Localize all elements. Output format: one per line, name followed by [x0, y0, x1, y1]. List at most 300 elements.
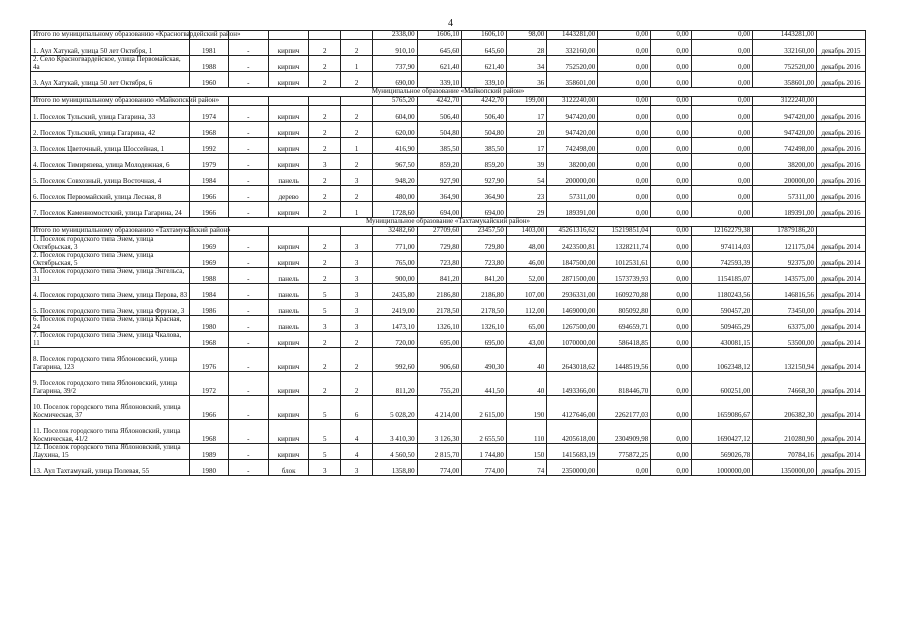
- value-cell: 0,00: [651, 56, 691, 72]
- total-label: Итого по муниципальному образованию «Тахтамукайский район»: [31, 227, 190, 236]
- value-cell: 1969: [190, 252, 228, 268]
- value-cell: 2: [341, 332, 373, 348]
- address-cell: 2. Поселок городского типа Энем, улица Октябрьская, 5: [31, 252, 190, 268]
- value-cell: 2: [309, 40, 341, 56]
- address-cell: 11. Поселок городского типа Яблоновский, улица Космическая, 41/2: [31, 420, 190, 444]
- value-cell: 506,40: [462, 106, 507, 122]
- value-cell: 1448519,56: [598, 348, 651, 372]
- value-cell: 490,30: [462, 348, 507, 372]
- value-cell: 621,40: [462, 56, 507, 72]
- value-cell: 0,00: [691, 170, 753, 186]
- value-cell: 2: [341, 372, 373, 396]
- deadline-cell: декабрь 2015: [817, 40, 866, 56]
- value-cell: кирпич: [268, 348, 308, 372]
- value-cell: 0,00: [651, 420, 691, 444]
- total-cell: 45261316,62: [547, 227, 598, 236]
- total-cell: 1606,10: [417, 31, 462, 40]
- value-cell: 694659,71: [598, 316, 651, 332]
- value-cell: 1493366,00: [547, 372, 598, 396]
- value-cell: 752520,00: [547, 56, 598, 72]
- value-cell: 1358,80: [373, 460, 418, 476]
- value-cell: 947420,00: [753, 122, 817, 138]
- value-cell: 2: [309, 186, 341, 202]
- value-cell: 1979: [190, 154, 228, 170]
- total-cell: [268, 97, 308, 106]
- value-cell: 0,00: [651, 268, 691, 284]
- total-cell: [817, 227, 866, 236]
- value-cell: 927,90: [417, 170, 462, 186]
- value-cell: 2: [309, 268, 341, 284]
- value-cell: 0,00: [598, 202, 651, 218]
- value-cell: 2: [309, 202, 341, 218]
- value-cell: 34: [506, 56, 546, 72]
- value-cell: 3 410,30: [373, 420, 418, 444]
- value-cell: 0,00: [598, 186, 651, 202]
- value-cell: 4: [341, 420, 373, 444]
- total-cell: 1443281,00: [753, 31, 817, 40]
- value-cell: 4205618,00: [547, 420, 598, 444]
- value-cell: 5: [309, 284, 341, 300]
- value-cell: 0,00: [598, 56, 651, 72]
- value-cell: 0,00: [651, 460, 691, 476]
- value-cell: 0,00: [598, 170, 651, 186]
- total-cell: [341, 227, 373, 236]
- total-cell: 0,00: [651, 227, 691, 236]
- value-cell: 200000,00: [753, 170, 817, 186]
- total-cell: 0,00: [598, 31, 651, 40]
- value-cell: 74668,30: [753, 372, 817, 396]
- value-cell: 0,00: [651, 444, 691, 460]
- repair-program-table: [30, 30, 866, 476]
- value-cell: 695,00: [417, 332, 462, 348]
- value-cell: 1969: [190, 236, 228, 252]
- address-cell: 7. Поселок Каменномостский, улица Гагарина, 24: [31, 202, 190, 218]
- value-cell: 1267500,00: [547, 316, 598, 332]
- value-cell: 765,00: [373, 252, 418, 268]
- table-row: [31, 396, 866, 420]
- value-cell: 430081,15: [691, 332, 753, 348]
- deadline-cell: декабрь 2014: [817, 332, 866, 348]
- value-cell: 0,00: [651, 138, 691, 154]
- value-cell: -: [228, 268, 268, 284]
- value-cell: 752520,00: [753, 56, 817, 72]
- value-cell: 54: [506, 170, 546, 186]
- total-label: Итого по муниципальному образованию «Красногвардейский район»: [31, 31, 190, 40]
- total-cell: 199,00: [506, 97, 546, 106]
- value-cell: кирпич: [268, 202, 308, 218]
- value-cell: 0,00: [651, 186, 691, 202]
- value-cell: кирпич: [268, 252, 308, 268]
- value-cell: 358601,00: [547, 72, 598, 88]
- total-cell: [817, 97, 866, 106]
- value-cell: 1154185,07: [691, 268, 753, 284]
- deadline-cell: декабрь 2014: [817, 420, 866, 444]
- value-cell: 1350000,00: [753, 460, 817, 476]
- value-cell: 206382,30: [753, 396, 817, 420]
- value-cell: 2: [341, 122, 373, 138]
- value-cell: 364,90: [462, 186, 507, 202]
- total-cell: [817, 31, 866, 40]
- total-cell: [268, 31, 308, 40]
- value-cell: 4 214,00: [417, 396, 462, 420]
- table-row: [31, 332, 866, 348]
- value-cell: 0,00: [691, 186, 753, 202]
- value-cell: 1968: [190, 420, 228, 444]
- value-cell: 2643018,62: [547, 348, 598, 372]
- table-row: [31, 170, 866, 186]
- value-cell: 1473,10: [373, 316, 418, 332]
- address-cell: 5. Поселок городского типа Энем, улица Фрунзе, 3: [31, 300, 190, 316]
- deadline-cell: декабрь 2016: [817, 154, 866, 170]
- total-cell: 0,00: [651, 97, 691, 106]
- value-cell: 1: [341, 202, 373, 218]
- total-cell: 1403,00: [506, 227, 546, 236]
- value-cell: 189391,00: [753, 202, 817, 218]
- value-cell: 504,80: [462, 122, 507, 138]
- value-cell: 5: [309, 396, 341, 420]
- value-cell: -: [228, 396, 268, 420]
- value-cell: -: [228, 202, 268, 218]
- total-cell: [341, 97, 373, 106]
- value-cell: панель: [268, 268, 308, 284]
- value-cell: 2186,80: [462, 284, 507, 300]
- value-cell: 189391,00: [547, 202, 598, 218]
- value-cell: 110: [506, 420, 546, 444]
- value-cell: 2: [309, 252, 341, 268]
- table-row: [31, 154, 866, 170]
- value-cell: 2936331,00: [547, 284, 598, 300]
- address-cell: 1. Поселок городского типа Энем, улица Октябрьская, 3: [31, 236, 190, 252]
- value-cell: 729,80: [462, 236, 507, 252]
- value-cell: 332160,00: [547, 40, 598, 56]
- address-cell: 7. Поселок городского типа Энем, улица Чкалова, 11: [31, 332, 190, 348]
- value-cell: 2: [309, 332, 341, 348]
- value-cell: 23: [506, 186, 546, 202]
- value-cell: -: [228, 444, 268, 460]
- value-cell: 948,20: [373, 170, 418, 186]
- value-cell: 332160,00: [753, 40, 817, 56]
- address-cell: 8. Поселок городского типа Яблоновский, улица Гагарина, 123: [31, 348, 190, 372]
- total-cell: 3122240,00: [753, 97, 817, 106]
- value-cell: 0,00: [651, 284, 691, 300]
- value-cell: -: [228, 154, 268, 170]
- deadline-cell: декабрь 2016: [817, 186, 866, 202]
- value-cell: 52,00: [506, 268, 546, 284]
- value-cell: 0,00: [651, 202, 691, 218]
- address-cell: 10. Поселок городского типа Яблоновский, улица Космическая, 37: [31, 396, 190, 420]
- table-row: [31, 56, 866, 72]
- value-cell: 1989: [190, 444, 228, 460]
- total-cell: 32482,60: [373, 227, 418, 236]
- value-cell: 441,50: [462, 372, 507, 396]
- table-row: [31, 236, 866, 252]
- value-cell: -: [228, 420, 268, 444]
- value-cell: 1984: [190, 170, 228, 186]
- value-cell: 2 815,70: [417, 444, 462, 460]
- value-cell: 0,00: [691, 154, 753, 170]
- value-cell: 0,00: [651, 154, 691, 170]
- value-cell: 3: [309, 316, 341, 332]
- value-cell: 1960: [190, 72, 228, 88]
- table-row: [31, 268, 866, 284]
- value-cell: 150: [506, 444, 546, 460]
- total-cell: [309, 227, 341, 236]
- deadline-cell: декабрь 2016: [817, 138, 866, 154]
- value-cell: 39: [506, 154, 546, 170]
- value-cell: кирпич: [268, 444, 308, 460]
- total-cell: 0,00: [598, 97, 651, 106]
- value-cell: 3: [341, 284, 373, 300]
- total-cell: 5765,20: [373, 97, 418, 106]
- table-row: [31, 372, 866, 396]
- value-cell: 0,00: [598, 72, 651, 88]
- total-cell: 98,00: [506, 31, 546, 40]
- value-cell: 0,00: [598, 154, 651, 170]
- value-cell: 73450,00: [753, 300, 817, 316]
- value-cell: 2178,50: [462, 300, 507, 316]
- value-cell: 1000000,00: [691, 460, 753, 476]
- value-cell: 586418,85: [598, 332, 651, 348]
- value-cell: 742593,39: [691, 252, 753, 268]
- deadline-cell: декабрь 2014: [817, 316, 866, 332]
- value-cell: 818446,70: [598, 372, 651, 396]
- value-cell: 841,20: [417, 268, 462, 284]
- value-cell: 1070000,00: [547, 332, 598, 348]
- value-cell: 1728,60: [373, 202, 418, 218]
- value-cell: 0,00: [651, 396, 691, 420]
- value-cell: кирпич: [268, 122, 308, 138]
- address-cell: 4. Поселок городского типа Энем, улица Перова, 83: [31, 284, 190, 300]
- value-cell: 1: [341, 138, 373, 154]
- value-cell: 604,00: [373, 106, 418, 122]
- value-cell: 2: [341, 186, 373, 202]
- value-cell: 900,00: [373, 268, 418, 284]
- value-cell: 1968: [190, 122, 228, 138]
- value-cell: 742498,00: [753, 138, 817, 154]
- value-cell: 0,00: [691, 56, 753, 72]
- address-cell: 2. Село Красногвардейское, улица Первомайская, 4а: [31, 56, 190, 72]
- total-cell: 12162279,38: [691, 227, 753, 236]
- deadline-cell: декабрь 2016: [817, 106, 866, 122]
- value-cell: 190: [506, 396, 546, 420]
- address-cell: 1. Аул Хатукай, улица 50 лет Октября, 1: [31, 40, 190, 56]
- value-cell: 723,80: [462, 252, 507, 268]
- value-cell: 2186,80: [417, 284, 462, 300]
- value-cell: 0,00: [651, 348, 691, 372]
- value-cell: 1974: [190, 106, 228, 122]
- value-cell: 46,00: [506, 252, 546, 268]
- value-cell: 3: [309, 460, 341, 476]
- value-cell: 57311,00: [753, 186, 817, 202]
- value-cell: 3: [341, 236, 373, 252]
- value-cell: 1328211,74: [598, 236, 651, 252]
- value-cell: 385,50: [462, 138, 507, 154]
- value-cell: 0,00: [598, 40, 651, 56]
- deadline-cell: декабрь 2014: [817, 300, 866, 316]
- value-cell: 43,00: [506, 332, 546, 348]
- value-cell: 0,00: [651, 316, 691, 332]
- value-cell: 1062348,12: [691, 348, 753, 372]
- value-cell: 3: [341, 460, 373, 476]
- value-cell: -: [228, 122, 268, 138]
- value-cell: 74: [506, 460, 546, 476]
- value-cell: 910,10: [373, 40, 418, 56]
- value-cell: 1 744,80: [462, 444, 507, 460]
- value-cell: 2: [341, 348, 373, 372]
- value-cell: 927,90: [462, 170, 507, 186]
- value-cell: 112,00: [506, 300, 546, 316]
- value-cell: 2 655,50: [462, 420, 507, 444]
- total-cell: 17879186,20: [753, 227, 817, 236]
- value-cell: 4: [341, 444, 373, 460]
- value-cell: 385,50: [417, 138, 462, 154]
- value-cell: -: [228, 460, 268, 476]
- value-cell: 121175,04: [753, 236, 817, 252]
- value-cell: 3: [341, 252, 373, 268]
- value-cell: 504,80: [417, 122, 462, 138]
- value-cell: 57311,00: [547, 186, 598, 202]
- value-cell: 2: [309, 122, 341, 138]
- value-cell: 694,00: [462, 202, 507, 218]
- value-cell: 1012531,61: [598, 252, 651, 268]
- value-cell: панель: [268, 316, 308, 332]
- total-cell: 1606,10: [462, 31, 507, 40]
- value-cell: дерево: [268, 186, 308, 202]
- value-cell: 947420,00: [547, 122, 598, 138]
- value-cell: 1980: [190, 460, 228, 476]
- value-cell: 2: [309, 170, 341, 186]
- value-cell: 1469000,00: [547, 300, 598, 316]
- value-cell: 1984: [190, 284, 228, 300]
- total-cell: 0,00: [691, 31, 753, 40]
- value-cell: 2178,50: [417, 300, 462, 316]
- total-cell: [341, 31, 373, 40]
- value-cell: 755,20: [417, 372, 462, 396]
- deadline-cell: декабрь 2014: [817, 372, 866, 396]
- value-cell: 4127646,00: [547, 396, 598, 420]
- value-cell: 17: [506, 106, 546, 122]
- address-cell: 3. Поселок городского типа Энем, улица Энгельса, 31: [31, 268, 190, 284]
- value-cell: 0,00: [651, 252, 691, 268]
- value-cell: 38200,00: [753, 154, 817, 170]
- value-cell: 1573739,93: [598, 268, 651, 284]
- value-cell: 906,60: [417, 348, 462, 372]
- value-cell: 841,20: [462, 268, 507, 284]
- value-cell: 645,60: [417, 40, 462, 56]
- value-cell: 0,00: [651, 372, 691, 396]
- value-cell: 0,00: [598, 106, 651, 122]
- value-cell: 947420,00: [547, 106, 598, 122]
- value-cell: 40: [506, 348, 546, 372]
- value-cell: 1847500,00: [547, 252, 598, 268]
- table-row: [31, 106, 866, 122]
- value-cell: 1986: [190, 300, 228, 316]
- value-cell: 859,20: [462, 154, 507, 170]
- value-cell: 2: [309, 138, 341, 154]
- address-cell: 6. Поселок городского типа Энем, улица Красная, 24: [31, 316, 190, 332]
- value-cell: 2: [309, 372, 341, 396]
- value-cell: 0,00: [691, 106, 753, 122]
- value-cell: 364,90: [417, 186, 462, 202]
- value-cell: 3: [309, 154, 341, 170]
- value-cell: 771,00: [373, 236, 418, 252]
- value-cell: 1976: [190, 348, 228, 372]
- value-cell: 690,00: [373, 72, 418, 88]
- value-cell: кирпич: [268, 40, 308, 56]
- value-cell: 1966: [190, 186, 228, 202]
- value-cell: -: [228, 106, 268, 122]
- table-row: [31, 252, 866, 268]
- value-cell: 1690427,12: [691, 420, 753, 444]
- value-cell: 621,40: [417, 56, 462, 72]
- value-cell: 0,00: [691, 202, 753, 218]
- address-cell: 6. Поселок Первомайский, улица Лесная, 8: [31, 186, 190, 202]
- value-cell: 0,00: [651, 332, 691, 348]
- address-cell: 2. Поселок Тульский, улица Гагарина, 42: [31, 122, 190, 138]
- deadline-cell: декабрь 2016: [817, 202, 866, 218]
- value-cell: 358601,00: [753, 72, 817, 88]
- value-cell: 28: [506, 40, 546, 56]
- value-cell: 729,80: [417, 236, 462, 252]
- value-cell: 2262177,03: [598, 396, 651, 420]
- value-cell: 1988: [190, 56, 228, 72]
- value-cell: 509465,29: [691, 316, 753, 332]
- value-cell: 2: [309, 56, 341, 72]
- value-cell: панель: [268, 284, 308, 300]
- value-cell: 2: [309, 236, 341, 252]
- value-cell: 0,00: [598, 460, 651, 476]
- total-cell: 27709,60: [417, 227, 462, 236]
- deadline-cell: декабрь 2015: [817, 460, 866, 476]
- value-cell: 2350000,00: [547, 460, 598, 476]
- section-header-row: [31, 88, 866, 97]
- value-cell: блок: [268, 460, 308, 476]
- value-cell: 0,00: [651, 40, 691, 56]
- value-cell: кирпич: [268, 106, 308, 122]
- value-cell: -: [228, 138, 268, 154]
- table-row: [31, 444, 866, 460]
- value-cell: 0,00: [598, 122, 651, 138]
- value-cell: 3 126,30: [417, 420, 462, 444]
- total-cell: 4242,70: [417, 97, 462, 106]
- value-cell: 694,00: [417, 202, 462, 218]
- page-number: 4: [448, 18, 453, 29]
- total-cell: 1443281,00: [547, 31, 598, 40]
- value-cell: 569026,78: [691, 444, 753, 460]
- section-header-row: [31, 218, 866, 227]
- value-cell: 2423500,81: [547, 236, 598, 252]
- value-cell: 774,00: [417, 460, 462, 476]
- deadline-cell: декабрь 2014: [817, 268, 866, 284]
- value-cell: 3: [341, 268, 373, 284]
- table-row: [31, 300, 866, 316]
- value-cell: 0,00: [598, 138, 651, 154]
- value-cell: 506,40: [417, 106, 462, 122]
- value-cell: 3: [341, 170, 373, 186]
- value-cell: -: [228, 348, 268, 372]
- value-cell: 5 028,20: [373, 396, 418, 420]
- value-cell: кирпич: [268, 138, 308, 154]
- value-cell: 947420,00: [753, 106, 817, 122]
- value-cell: 132150,94: [753, 348, 817, 372]
- value-cell: 63375,00: [753, 316, 817, 332]
- value-cell: 2: [341, 72, 373, 88]
- value-cell: 0,00: [691, 72, 753, 88]
- table-row: [31, 186, 866, 202]
- value-cell: 1966: [190, 202, 228, 218]
- value-cell: кирпич: [268, 56, 308, 72]
- total-cell: 2338,00: [373, 31, 418, 40]
